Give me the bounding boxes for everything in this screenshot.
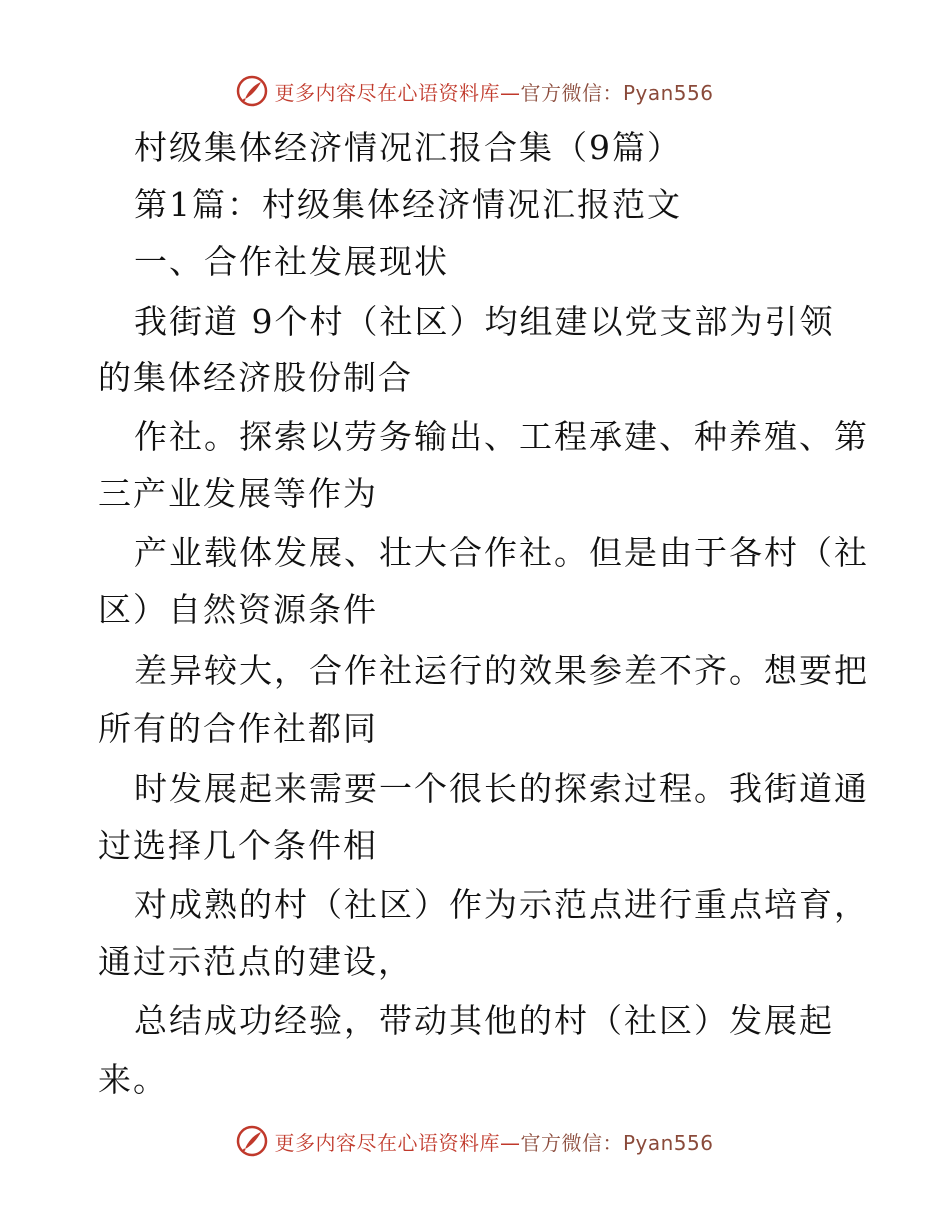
paragraph-line: 我街道 9个村（社区）均组建以党支部为引领 [134,302,835,341]
banner-wechat-text: 官方微信：Pyan556 [520,80,714,105]
paragraph-line: 作社。探索以劳务输出、工程承建、种养殖、第 [134,417,869,456]
document-subtitle: 第1篇：村级集体经济情况汇报范文 [134,185,682,224]
paragraph-line: 所有的合作社都同 [98,709,378,748]
paragraph-line: 过选择几个条件相 [98,826,378,865]
banner-library-text: 更多内容尽在心语资料库— [274,80,521,105]
header-watermark-banner [0,71,950,111]
feather-pen-logo-icon [236,75,268,107]
footer-watermark-banner [0,1121,950,1161]
banner-text [274,1127,713,1156]
paragraph-line: 产业载体发展、壮大合作社。但是由于各村（社 [134,533,869,572]
paragraph-line: 对成熟的村（社区）作为示范点进行重点培育， [134,885,869,924]
paragraph-line: 时发展起来需要一个很长的探索过程。我街道通 [134,769,869,808]
feather-pen-logo-icon [236,1125,268,1157]
paragraph-line: 通过示范点的建设， [98,942,413,981]
paragraph-line: 的集体经济股份制合 [98,358,413,397]
paragraph-line: 总结成功经验，带动其他的村（社区）发展起 [134,1001,834,1040]
banner-text [274,77,713,106]
paragraph-line: 差异较大，合作社运行的效果参差不齐。想要把 [134,651,869,690]
section-heading: 一、合作社发展现状 [134,242,449,281]
banner-wechat-text: 官方微信：Pyan556 [520,1130,714,1155]
paragraph-line: 来。 [98,1060,168,1099]
paragraph-line: 三产业发展等作为 [98,474,378,513]
paragraph-line: 区）自然资源条件 [98,590,378,629]
document-title: 村级集体经济情况汇报合集（9篇） [134,128,682,167]
banner-library-text: 更多内容尽在心语资料库— [274,1130,521,1155]
